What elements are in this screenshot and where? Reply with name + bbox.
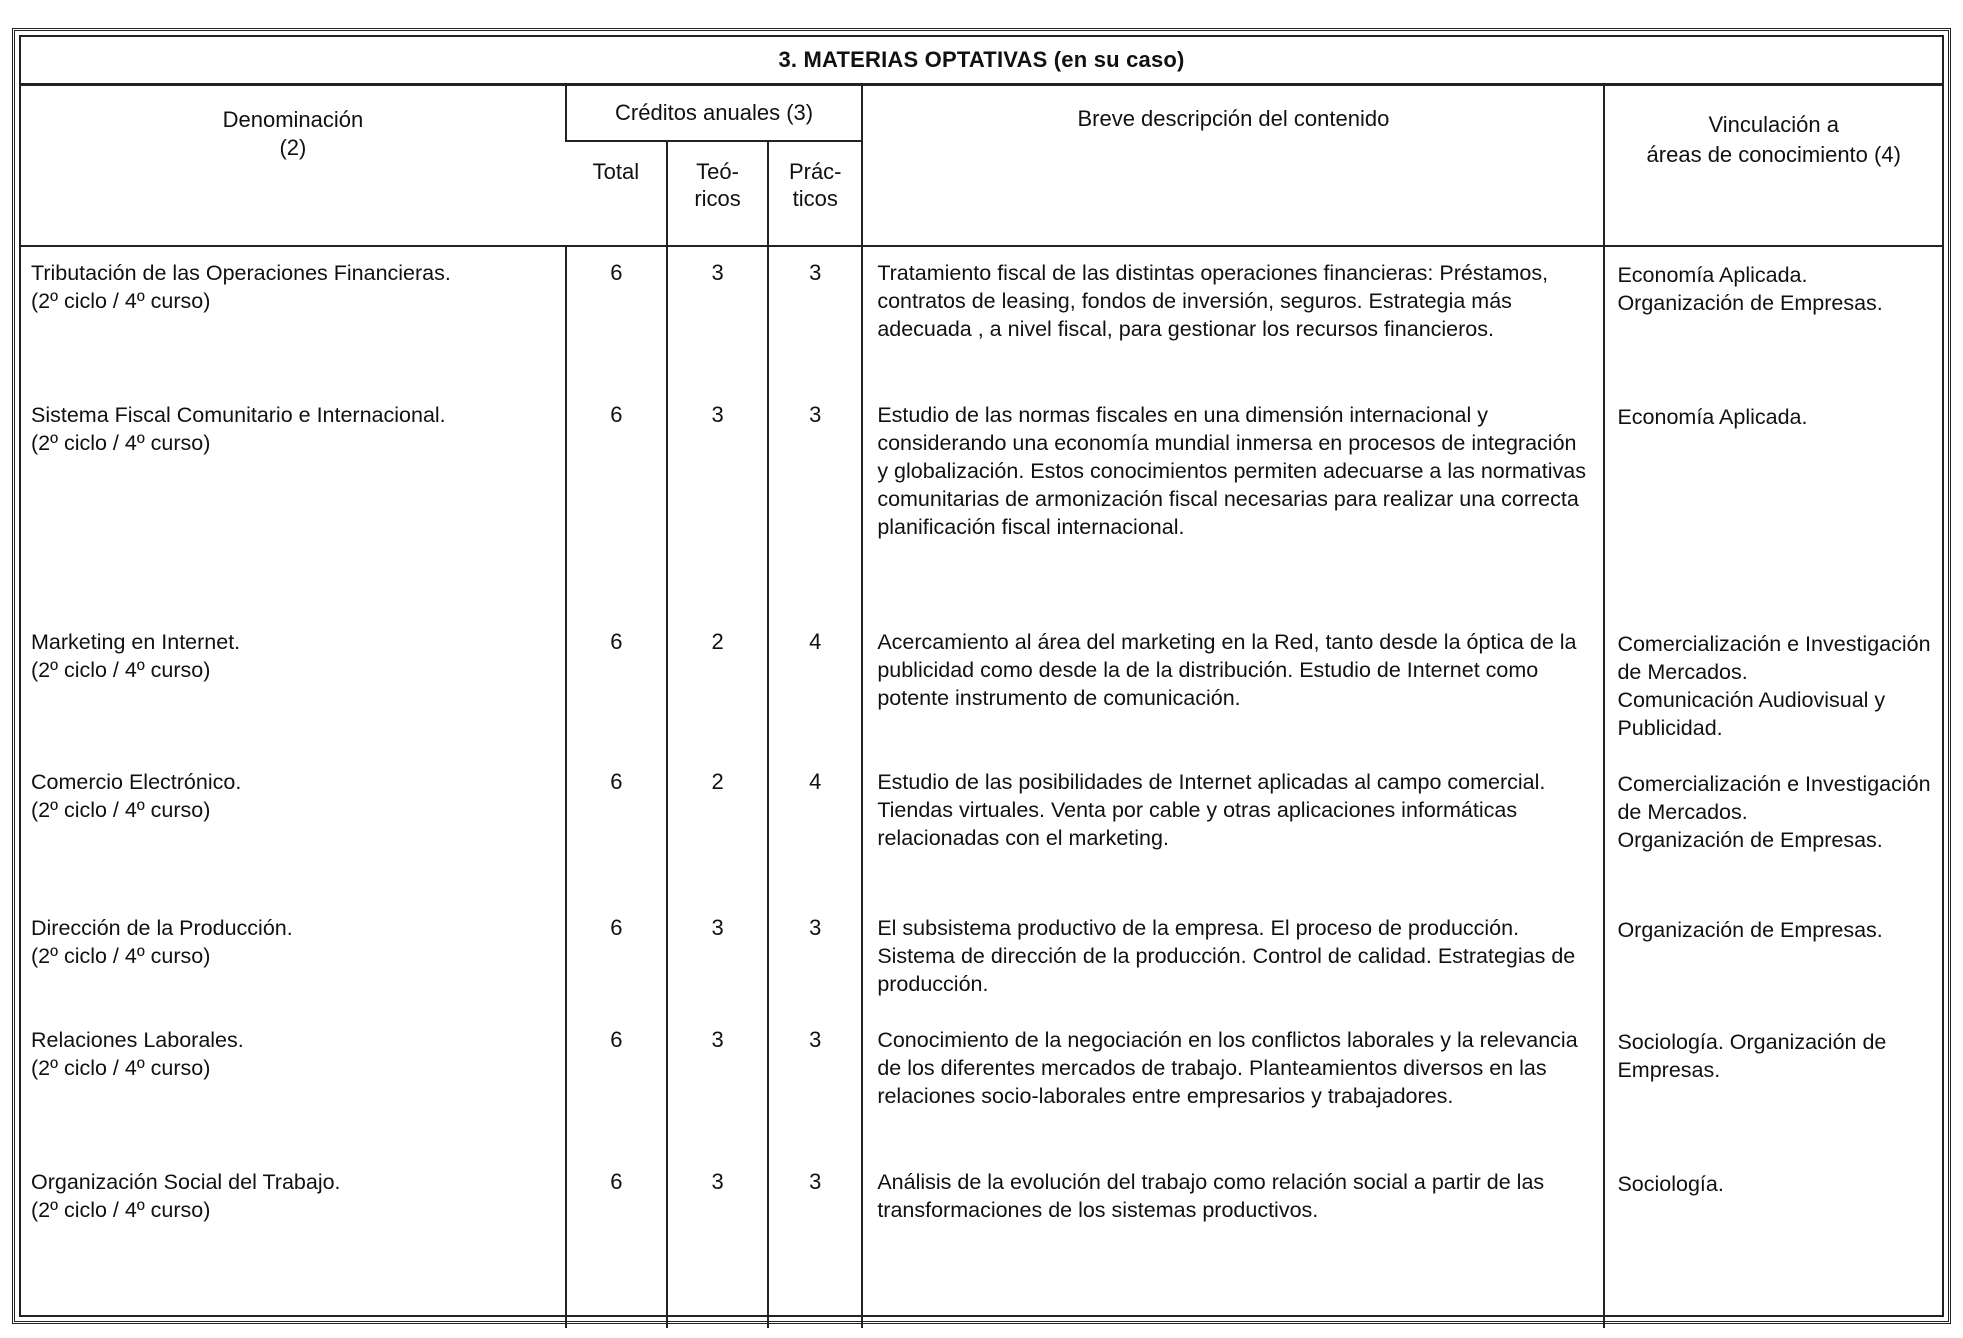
table-header bbox=[21, 86, 1942, 246]
table-row bbox=[21, 756, 1942, 902]
credits-total: 6 bbox=[566, 1014, 667, 1156]
subject-name-cell bbox=[21, 616, 566, 756]
credits-total: 6 bbox=[566, 902, 667, 1014]
subject-name: Comercio Electrónico. bbox=[31, 770, 242, 794]
knowledge-area: Sociología. bbox=[1617, 1172, 1724, 1196]
credits-teoricos: 3 bbox=[667, 246, 768, 389]
document-frame bbox=[12, 28, 1951, 1324]
subject-cycle: (2º ciclo / 4º curso) bbox=[31, 1198, 211, 1222]
subject-name: Sistema Fiscal Comunitario e Internacional. bbox=[31, 403, 446, 427]
table-row bbox=[21, 389, 1942, 616]
subject-description: El subsistema productivo de la empresa. El proceso de producción. Sistema de dirección de la producción. Control de calidad. Estrategias de producción. bbox=[862, 902, 1604, 1014]
subject-cycle: (2º ciclo / 4º curso) bbox=[31, 944, 211, 968]
header-practicos-line2: ticos bbox=[792, 186, 838, 211]
credits-practicos: 4 bbox=[768, 616, 862, 756]
header-total: Total bbox=[566, 141, 667, 246]
credits-teoricos: 2 bbox=[667, 756, 768, 902]
header-denominacion-note: (2) bbox=[279, 135, 307, 160]
header-teoricos bbox=[667, 141, 768, 246]
header-creditos: Créditos anuales (3) bbox=[566, 86, 862, 141]
subject-description: Acercamiento al área del marketing en la Red, tanto desde la óptica de la publicidad como desde la de la distribución. Estudio de Internet como potente instrumento de comunicación. bbox=[862, 616, 1604, 756]
credits-total: 6 bbox=[566, 616, 667, 756]
header-practicos-line1: Prác- bbox=[788, 159, 842, 184]
credits-practicos: 3 bbox=[768, 902, 862, 1014]
knowledge-areas bbox=[1604, 389, 1942, 616]
subject-name-cell bbox=[21, 1156, 566, 1328]
knowledge-areas bbox=[1604, 902, 1942, 1014]
subject-name-cell bbox=[21, 1014, 566, 1156]
header-descripcion: Breve descripción del contenido bbox=[862, 86, 1604, 246]
credits-teoricos: 2 bbox=[667, 616, 768, 756]
subject-name: Marketing en Internet. bbox=[31, 630, 241, 654]
header-practicos bbox=[768, 141, 862, 246]
header-vinculacion-line2: áreas de conocimiento (4) bbox=[1646, 142, 1901, 167]
table-row bbox=[21, 1156, 1942, 1328]
knowledge-area: Comunicación Audiovisual y Publicidad. bbox=[1617, 688, 1886, 740]
credits-total: 6 bbox=[566, 756, 667, 902]
subject-description: Estudio de las normas fiscales en una dimensión internacional y considerando una economía mundial inmersa en procesos de integración y globalización. Estos conocimientos permiten adecuarse a las normativas comunitarias de armonización fiscal necesarias para realizar una correcta planificación fiscal internacional. bbox=[862, 389, 1604, 616]
credits-teoricos: 3 bbox=[667, 1156, 768, 1328]
page-title: 3. MATERIAS OPTATIVAS (en su caso) bbox=[21, 37, 1942, 86]
subject-name-cell bbox=[21, 389, 566, 616]
subject-name-cell bbox=[21, 246, 566, 389]
subject-cycle: (2º ciclo / 4º curso) bbox=[31, 431, 211, 455]
subject-description: Conocimiento de la negociación en los conflictos laborales y la relevancia de los diferentes mercados de trabajo. Planteamientos diversos en las relaciones socio-laborales entre empresarios y trabajadores. bbox=[862, 1014, 1604, 1156]
header-vinculacion-line1: Vinculación a bbox=[1708, 112, 1839, 137]
table-body bbox=[21, 246, 1942, 1328]
header-vinculacion bbox=[1604, 86, 1942, 246]
subject-cycle: (2º ciclo / 4º curso) bbox=[31, 798, 211, 822]
credits-practicos: 3 bbox=[768, 389, 862, 616]
subject-description: Tratamiento fiscal de las distintas operaciones financieras: Préstamos, contratos de leasing, fondos de inversión, seguros. Estrategia más adecuada , a nivel fiscal, para gestionar los recursos financieros. bbox=[862, 246, 1604, 389]
optional-subjects-table bbox=[21, 86, 1942, 1328]
subject-name: Dirección de la Producción. bbox=[31, 916, 293, 940]
knowledge-area: Organización de Empresas. bbox=[1617, 828, 1883, 852]
knowledge-area: Comercialización e Investigación de Mercados. bbox=[1617, 772, 1931, 824]
knowledge-area: Economía Aplicada. bbox=[1617, 405, 1808, 429]
knowledge-area: Economía Aplicada. bbox=[1617, 263, 1808, 287]
knowledge-areas bbox=[1604, 616, 1942, 756]
credits-practicos: 3 bbox=[768, 1156, 862, 1328]
credits-teoricos: 3 bbox=[667, 902, 768, 1014]
table-row bbox=[21, 246, 1942, 389]
table-container bbox=[19, 35, 1944, 1317]
knowledge-areas bbox=[1604, 756, 1942, 902]
subject-name: Tributación de las Operaciones Financieras. bbox=[31, 261, 451, 285]
subject-name: Relaciones Laborales. bbox=[31, 1028, 244, 1052]
header-denominacion-label: Denominación bbox=[222, 107, 364, 132]
knowledge-area: Sociología. Organización de Empresas. bbox=[1617, 1030, 1887, 1082]
credits-total: 6 bbox=[566, 246, 667, 389]
subject-cycle: (2º ciclo / 4º curso) bbox=[31, 658, 211, 682]
subject-name-cell bbox=[21, 902, 566, 1014]
header-denominacion bbox=[21, 86, 566, 246]
knowledge-area: Organización de Empresas. bbox=[1617, 291, 1883, 315]
knowledge-areas bbox=[1604, 246, 1942, 389]
subject-name: Organización Social del Trabajo. bbox=[31, 1170, 341, 1194]
knowledge-areas bbox=[1604, 1156, 1942, 1328]
subject-cycle: (2º ciclo / 4º curso) bbox=[31, 289, 211, 313]
credits-total: 6 bbox=[566, 1156, 667, 1328]
credits-teoricos: 3 bbox=[667, 389, 768, 616]
subject-description: Análisis de la evolución del trabajo como relación social a partir de las transformaciones de los sistemas productivos. bbox=[862, 1156, 1604, 1328]
knowledge-area: Comercialización e Investigación de Mercados. bbox=[1617, 632, 1931, 684]
table-row bbox=[21, 616, 1942, 756]
knowledge-areas bbox=[1604, 1014, 1942, 1156]
table-row bbox=[21, 1014, 1942, 1156]
credits-teoricos: 3 bbox=[667, 1014, 768, 1156]
header-teoricos-line1: Teó- bbox=[696, 159, 739, 184]
knowledge-area: Organización de Empresas. bbox=[1617, 918, 1883, 942]
table-row bbox=[21, 902, 1942, 1014]
subject-cycle: (2º ciclo / 4º curso) bbox=[31, 1056, 211, 1080]
credits-total: 6 bbox=[566, 389, 667, 616]
header-teoricos-line2: ricos bbox=[694, 186, 741, 211]
subject-name-cell bbox=[21, 756, 566, 902]
subject-description: Estudio de las posibilidades de Internet aplicadas al campo comercial. Tiendas virtuales. Venta por cable y otras aplicaciones informáticas relacionadas con el marketing. bbox=[862, 756, 1604, 902]
credits-practicos: 4 bbox=[768, 756, 862, 902]
credits-practicos: 3 bbox=[768, 1014, 862, 1156]
credits-practicos: 3 bbox=[768, 246, 862, 389]
